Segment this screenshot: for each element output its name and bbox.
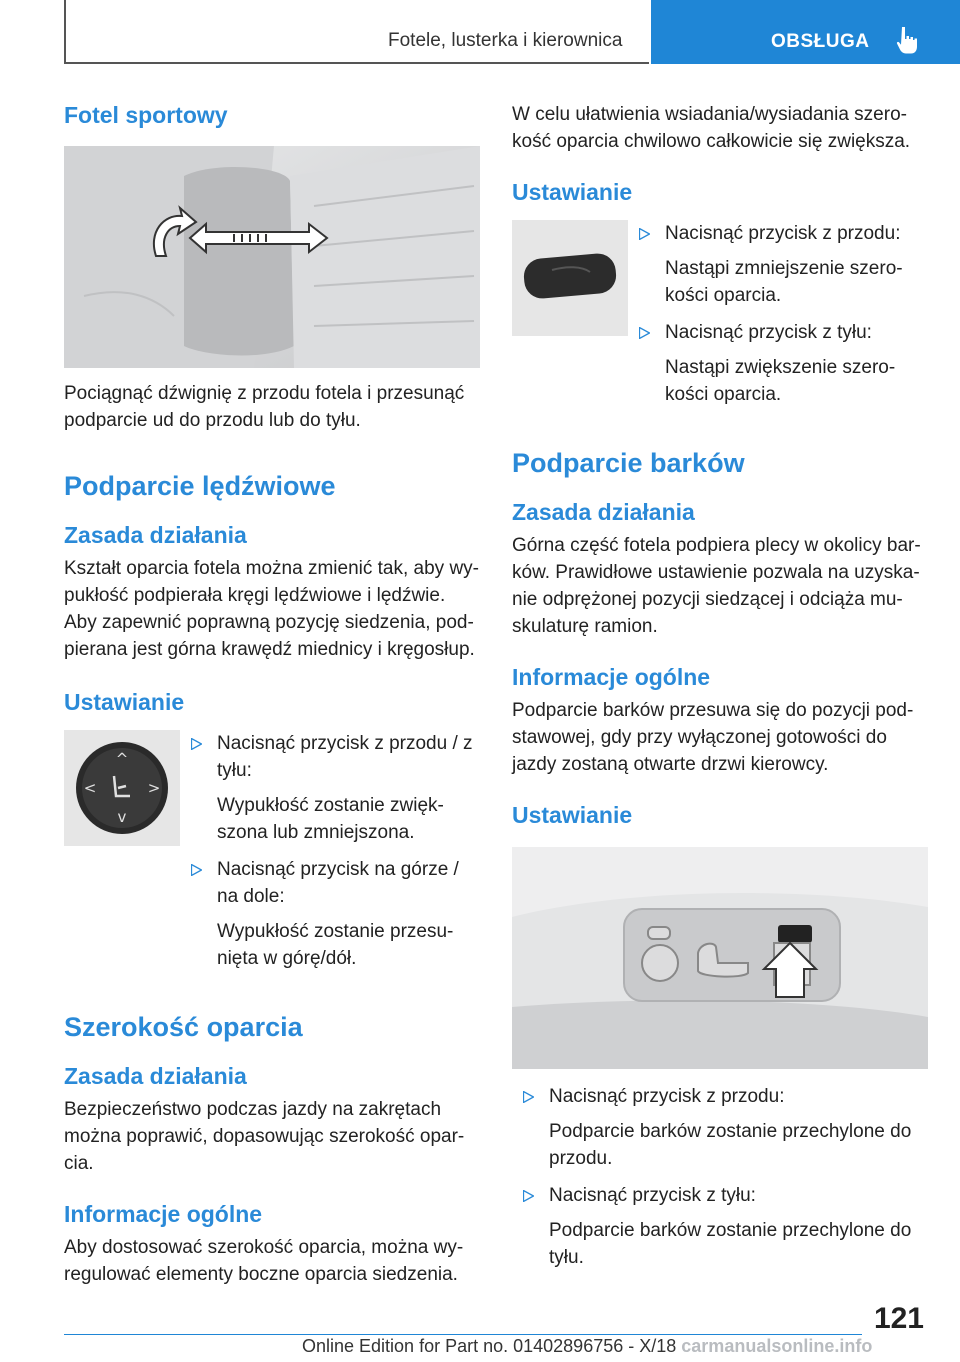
- shoulder-general-text: Podparcie barków przesuwa się do pozycji pod-stawowej, gdy przy wyłączonej gotowości do jazdy zostaną otwarte drzwi kierowcy.: [512, 700, 914, 775]
- width-button-photo: [512, 220, 628, 336]
- list-item: [512, 1083, 930, 1172]
- heading-shoulder-principle: Zasada działania: [512, 499, 695, 525]
- bullet-result: Podparcie barków zostanie przechylone do przodu.: [549, 1121, 912, 1169]
- bullet-text: Nacisnąć przycisk na górze / na dole:: [217, 859, 459, 907]
- triangle-bullet-icon: [639, 327, 650, 339]
- bullet-result: Podparcie barków zostanie przechylone do tyłu.: [549, 1220, 912, 1268]
- list-item: [180, 730, 480, 846]
- sport-seat-photo: [64, 146, 480, 368]
- heading-width-adjust: Ustawianie: [512, 179, 633, 205]
- heading-shoulder-general: Informacje ogólne: [512, 664, 711, 690]
- triangle-bullet-icon: [523, 1190, 534, 1202]
- heading-lumbar-principle: Zasada działania: [64, 522, 247, 548]
- heading-backrest-width: Szerokość oparcia: [64, 1012, 303, 1042]
- bullet-text: Nacisnąć przycisk z tyłu:: [665, 322, 872, 343]
- bullet-result: Nastąpi zmniejszenie szero-kości oparcia.: [665, 258, 903, 306]
- lumbar-adjust-row: [64, 730, 482, 972]
- list-item: [628, 220, 928, 309]
- triangle-bullet-icon: [639, 228, 650, 240]
- shoulder-principle-text: Górna część fotela podpiera plecy w okolicy bar-ków. Prawidłowe ustawienie pozwala na uzyska-nie odprężonej pozycji siedzącej i odciąża mu-skulaturę ramion.: [512, 535, 921, 637]
- lumbar-left-arrow[interactable]: <: [83, 779, 97, 797]
- shoulder-control-photo: [512, 847, 928, 1069]
- heading-shoulder-adjust: Ustawianie: [512, 802, 633, 828]
- bullet-result: Wypukłość zostanie przesu-nięta w górę/dół.: [217, 921, 454, 969]
- heading-shoulder-support: Podparcie barków: [512, 448, 745, 478]
- heading-lumbar-adjust: Ustawianie: [64, 689, 185, 715]
- width-principle-text: Bezpieczeństwo podczas jazdy na zakrętach można poprawić, dopasowując szerokość opar-cia.: [64, 1099, 465, 1174]
- sport-seat-text: Pociągnąć dźwignię z przodu fotela i przesunąć podparcie ud do przodu lub do tyłu.: [64, 383, 465, 431]
- list-item: [180, 856, 480, 972]
- width-general-text: Aby dostosować szerokość oparcia, można wy-regulować elementy boczne oparcia siedzenia.: [64, 1237, 464, 1285]
- heading-lumbar-support: Podparcie lędźwiowe: [64, 471, 336, 501]
- section-title: Fotele, lusterka i kierownica: [388, 30, 623, 51]
- bullet-text: Nacisnąć przycisk z przodu:: [665, 223, 901, 244]
- heading-width-general: Informacje ogólne: [64, 1201, 263, 1227]
- header-rule-bottom: [64, 62, 649, 64]
- lumbar-down-arrow[interactable]: v: [117, 808, 127, 826]
- bullet-result: Wypukłość zostanie zwięk-szona lub zmniejszona.: [217, 795, 444, 843]
- triangle-bullet-icon: [191, 864, 202, 876]
- footer-rule: [64, 1334, 862, 1335]
- list-item: [628, 319, 928, 408]
- watermark: carmanualsonline.info: [681, 1336, 873, 1356]
- heading-sport-seat: Fotel sportowy: [64, 102, 228, 128]
- seat-switch-panel-illustration: [512, 847, 928, 1069]
- footer-edition: [302, 1336, 872, 1357]
- lumbar-right-arrow[interactable]: >: [147, 779, 161, 797]
- seat-thigh-support-illustration: [64, 146, 480, 368]
- lumbar-bullet-list: [180, 730, 480, 972]
- pointing-hand-icon: [895, 26, 919, 54]
- header-rule-left: [64, 0, 66, 64]
- chapter-tab[interactable]: [651, 0, 960, 64]
- list-item: [512, 1182, 930, 1271]
- bullet-result: Nastąpi zwiększenie szero-kości oparcia.: [665, 357, 896, 405]
- page-number: 121: [873, 1302, 924, 1335]
- lumbar-principle-text: Kształt oparcia fotela można zmienić tak, aby wy-pukłość podpierała kręgi lędźwiowe i lędźwie. Aby zapewnić poprawną pozycję siedzenia, pod-pierana jest górna krawędź miednicy i kręgosłup.: [64, 558, 480, 660]
- width-adjust-row: [512, 220, 930, 408]
- bullet-text: Nacisnąć przycisk z przodu:: [549, 1086, 785, 1107]
- width-bullet-list: [628, 220, 928, 408]
- heading-width-principle: Zasada działania: [64, 1063, 247, 1089]
- triangle-bullet-icon: [191, 738, 202, 750]
- triangle-bullet-icon: [523, 1091, 534, 1103]
- width-intro-text: W celu ułatwienia wsiadania/wysiadania szero-kość oparcia chwilowo całkowicie się zwiększa.: [512, 104, 911, 152]
- bullet-text: Nacisnąć przycisk z tyłu:: [549, 1185, 756, 1206]
- left-column: [64, 100, 482, 1288]
- lumbar-up-arrow[interactable]: ^: [115, 750, 129, 768]
- right-column: [512, 100, 930, 1271]
- edition-text: Online Edition for Part no. 01402896756 - X/18: [302, 1336, 677, 1356]
- chapter-tab-label: OBSŁUGA: [771, 31, 870, 52]
- shoulder-bullet-list: [512, 1083, 930, 1271]
- bullet-text: Nacisnąć przycisk z przodu / z tyłu:: [217, 733, 473, 781]
- lumbar-control-photo: [64, 730, 180, 846]
